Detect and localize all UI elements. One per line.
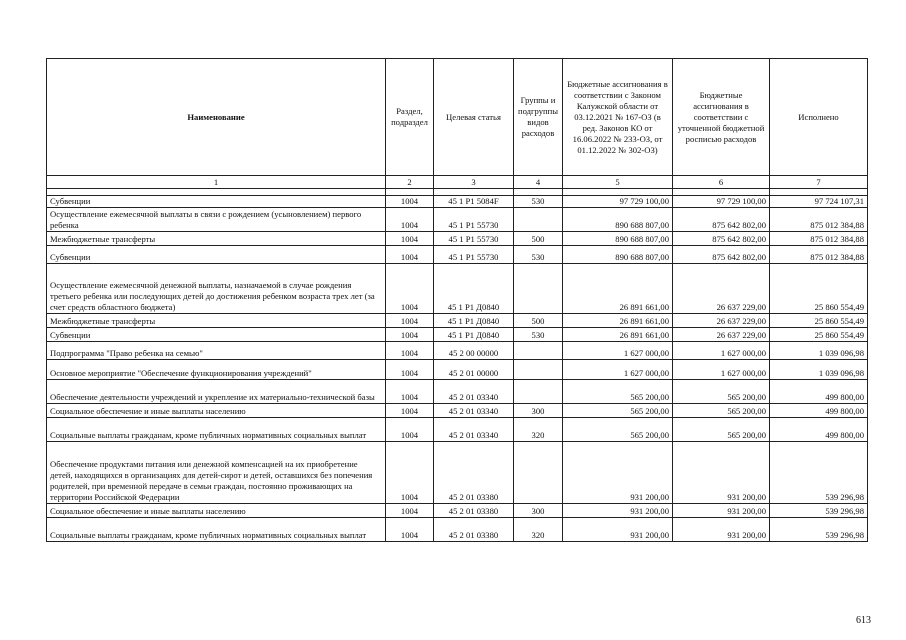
row-name-cell: Межбюджетные трансферты bbox=[47, 232, 386, 246]
table-row bbox=[47, 328, 868, 342]
row-budget-cell: 26 891 661,00 bbox=[563, 328, 673, 342]
row-group-cell: 530 bbox=[514, 246, 563, 264]
row-target-cell: 45 1 P1 55730 bbox=[434, 208, 514, 232]
row-target-cell: 45 1 P1 55730 bbox=[434, 246, 514, 264]
row-section-cell: 1004 bbox=[386, 404, 434, 418]
row-executed-cell: 499 800,00 bbox=[770, 404, 868, 418]
row-executed-cell: 25 860 554,49 bbox=[770, 314, 868, 328]
column-number: 7 bbox=[770, 176, 868, 189]
row-group-cell: 300 bbox=[514, 404, 563, 418]
row-executed-cell: 539 296,98 bbox=[770, 504, 868, 518]
row-group-cell bbox=[514, 380, 563, 404]
table-row bbox=[47, 232, 868, 246]
row-target-cell: 45 2 01 00000 bbox=[434, 360, 514, 380]
row-executed-cell: 1 039 096,98 bbox=[770, 360, 868, 380]
header-gap-row bbox=[47, 189, 868, 196]
header-budget: Бюджетные ассигнования в соответствии с Законом Калужской области от 03.12.2021 № 167-ОЗ (в ред. Законов КО от 16.06.2022 № 233-ОЗ, от 01.12.2022 № 302-ОЗ) bbox=[563, 59, 673, 176]
row-name-cell: Межбюджетные трансферты bbox=[47, 314, 386, 328]
table-row bbox=[47, 518, 868, 542]
row-executed-cell: 875 012 384,88 bbox=[770, 246, 868, 264]
row-executed-cell: 499 800,00 bbox=[770, 418, 868, 442]
table-row bbox=[47, 418, 868, 442]
row-executed-cell: 539 296,98 bbox=[770, 518, 868, 542]
row-budget-cell: 97 729 100,00 bbox=[563, 196, 673, 208]
row-group-cell: 500 bbox=[514, 232, 563, 246]
row-executed-cell: 97 724 107,31 bbox=[770, 196, 868, 208]
row-refined-cell: 26 637 229,00 bbox=[673, 328, 770, 342]
table-row bbox=[47, 404, 868, 418]
row-group-cell: 530 bbox=[514, 328, 563, 342]
header-target: Целевая статья bbox=[434, 59, 514, 176]
row-section-cell: 1004 bbox=[386, 196, 434, 208]
row-target-cell: 45 2 00 00000 bbox=[434, 342, 514, 360]
row-budget-cell: 565 200,00 bbox=[563, 418, 673, 442]
row-budget-cell: 931 200,00 bbox=[563, 504, 673, 518]
row-budget-cell: 1 627 000,00 bbox=[563, 342, 673, 360]
row-name-cell: Субвенции bbox=[47, 196, 386, 208]
row-group-cell bbox=[514, 442, 563, 504]
row-section-cell: 1004 bbox=[386, 504, 434, 518]
row-target-cell: 45 2 01 03380 bbox=[434, 518, 514, 542]
header-name: Наименование bbox=[47, 59, 386, 176]
row-target-cell: 45 2 01 03380 bbox=[434, 504, 514, 518]
table-row bbox=[47, 360, 868, 380]
row-group-cell bbox=[514, 208, 563, 232]
row-refined-cell: 26 637 229,00 bbox=[673, 314, 770, 328]
row-refined-cell: 565 200,00 bbox=[673, 418, 770, 442]
row-group-cell: 320 bbox=[514, 418, 563, 442]
column-number: 6 bbox=[673, 176, 770, 189]
column-number: 1 bbox=[47, 176, 386, 189]
row-section-cell: 1004 bbox=[386, 380, 434, 404]
row-refined-cell: 875 642 802,00 bbox=[673, 208, 770, 232]
row-target-cell: 45 1 P1 5084F bbox=[434, 196, 514, 208]
row-refined-cell: 97 729 100,00 bbox=[673, 196, 770, 208]
table-row bbox=[47, 442, 868, 504]
row-refined-cell: 1 627 000,00 bbox=[673, 342, 770, 360]
row-group-cell: 300 bbox=[514, 504, 563, 518]
row-group-cell bbox=[514, 342, 563, 360]
row-target-cell: 45 2 01 03380 bbox=[434, 442, 514, 504]
row-name-cell: Социальные выплаты гражданам, кроме публичных нормативных социальных выплат bbox=[47, 418, 386, 442]
row-target-cell: 45 1 P1 55730 bbox=[434, 232, 514, 246]
row-budget-cell: 565 200,00 bbox=[563, 380, 673, 404]
row-name-cell: Социальное обеспечение и иные выплаты населению bbox=[47, 504, 386, 518]
row-executed-cell: 499 800,00 bbox=[770, 380, 868, 404]
table-row bbox=[47, 196, 868, 208]
row-name-cell: Обеспечение деятельности учреждений и укрепление их материально-технической базы bbox=[47, 380, 386, 404]
table-row bbox=[47, 246, 868, 264]
row-section-cell: 1004 bbox=[386, 232, 434, 246]
row-refined-cell: 931 200,00 bbox=[673, 518, 770, 542]
row-executed-cell: 539 296,98 bbox=[770, 442, 868, 504]
budget-table-sheet bbox=[46, 58, 867, 542]
row-section-cell: 1004 bbox=[386, 314, 434, 328]
column-number: 5 bbox=[563, 176, 673, 189]
row-name-cell: Осуществление ежемесячной денежной выплаты, назначаемой в случае рождения третьего ребенка или последующих детей до достижения ребенком возраста трех лет (за счет средств областного бюджета) bbox=[47, 264, 386, 314]
row-section-cell: 1004 bbox=[386, 208, 434, 232]
header-group: Группы и подгруппы видов расходов bbox=[514, 59, 563, 176]
row-name-cell: Субвенции bbox=[47, 328, 386, 342]
row-budget-cell: 931 200,00 bbox=[563, 442, 673, 504]
row-refined-cell: 565 200,00 bbox=[673, 404, 770, 418]
header-section: Раздел, подраздел bbox=[386, 59, 434, 176]
row-budget-cell: 565 200,00 bbox=[563, 404, 673, 418]
row-refined-cell: 26 637 229,00 bbox=[673, 264, 770, 314]
row-target-cell: 45 2 01 03340 bbox=[434, 418, 514, 442]
row-target-cell: 45 2 01 03340 bbox=[434, 380, 514, 404]
row-budget-cell: 931 200,00 bbox=[563, 518, 673, 542]
row-budget-cell: 890 688 807,00 bbox=[563, 208, 673, 232]
row-target-cell: 45 2 01 03340 bbox=[434, 404, 514, 418]
row-name-cell: Подпрограмма "Право ребенка на семью" bbox=[47, 342, 386, 360]
row-refined-cell: 875 642 802,00 bbox=[673, 246, 770, 264]
row-group-cell: 320 bbox=[514, 518, 563, 542]
row-refined-cell: 931 200,00 bbox=[673, 504, 770, 518]
table-row bbox=[47, 380, 868, 404]
column-number: 4 bbox=[514, 176, 563, 189]
row-target-cell: 45 1 P1 Д0840 bbox=[434, 328, 514, 342]
row-group-cell: 500 bbox=[514, 314, 563, 328]
table-row bbox=[47, 264, 868, 314]
column-number: 2 bbox=[386, 176, 434, 189]
row-section-cell: 1004 bbox=[386, 418, 434, 442]
row-budget-cell: 890 688 807,00 bbox=[563, 232, 673, 246]
table-row bbox=[47, 208, 868, 232]
row-name-cell: Субвенции bbox=[47, 246, 386, 264]
row-group-cell: 530 bbox=[514, 196, 563, 208]
row-refined-cell: 875 642 802,00 bbox=[673, 232, 770, 246]
row-section-cell: 1004 bbox=[386, 360, 434, 380]
row-refined-cell: 1 627 000,00 bbox=[673, 360, 770, 380]
page-number: 613 bbox=[856, 615, 871, 626]
row-executed-cell: 25 860 554,49 bbox=[770, 264, 868, 314]
row-executed-cell: 875 012 384,88 bbox=[770, 208, 868, 232]
row-executed-cell: 1 039 096,98 bbox=[770, 342, 868, 360]
row-name-cell: Основное мероприятие "Обеспечение функционирования учреждений" bbox=[47, 360, 386, 380]
table-row bbox=[47, 504, 868, 518]
row-group-cell bbox=[514, 264, 563, 314]
row-section-cell: 1004 bbox=[386, 518, 434, 542]
row-section-cell: 1004 bbox=[386, 264, 434, 314]
row-name-cell: Обеспечение продуктами питания или денежной компенсацией на их приобретение детей, находящихся в организациях для детей-сирот и детей, оставшихся без попечения родителей, при временной передаче в семьи граждан, постоянно проживающих на территории Российской Федерации bbox=[47, 442, 386, 504]
table-body bbox=[47, 196, 868, 542]
row-budget-cell: 890 688 807,00 bbox=[563, 246, 673, 264]
header-executed: Исполнено bbox=[770, 59, 868, 176]
row-section-cell: 1004 bbox=[386, 246, 434, 264]
budget-execution-table bbox=[46, 58, 868, 542]
table-row bbox=[47, 314, 868, 328]
row-refined-cell: 931 200,00 bbox=[673, 442, 770, 504]
table-row bbox=[47, 342, 868, 360]
row-executed-cell: 875 012 384,88 bbox=[770, 232, 868, 246]
row-budget-cell: 26 891 661,00 bbox=[563, 264, 673, 314]
row-section-cell: 1004 bbox=[386, 328, 434, 342]
row-budget-cell: 1 627 000,00 bbox=[563, 360, 673, 380]
row-name-cell: Осуществление ежемесячной выплаты в связи с рождением (усыновлением) первого ребенка bbox=[47, 208, 386, 232]
row-group-cell bbox=[514, 360, 563, 380]
row-refined-cell: 565 200,00 bbox=[673, 380, 770, 404]
row-section-cell: 1004 bbox=[386, 342, 434, 360]
row-name-cell: Социальное обеспечение и иные выплаты населению bbox=[47, 404, 386, 418]
row-target-cell: 45 1 P1 Д0840 bbox=[434, 314, 514, 328]
row-budget-cell: 26 891 661,00 bbox=[563, 314, 673, 328]
row-section-cell: 1004 bbox=[386, 442, 434, 504]
header-row bbox=[47, 59, 868, 176]
column-number: 3 bbox=[434, 176, 514, 189]
header-refined: Бюджетные ассигнования в соответствии с уточненной бюджетной росписью расходов bbox=[673, 59, 770, 176]
row-name-cell: Социальные выплаты гражданам, кроме публичных нормативных социальных выплат bbox=[47, 518, 386, 542]
column-number-row bbox=[47, 176, 868, 189]
row-target-cell: 45 1 P1 Д0840 bbox=[434, 264, 514, 314]
row-executed-cell: 25 860 554,49 bbox=[770, 328, 868, 342]
